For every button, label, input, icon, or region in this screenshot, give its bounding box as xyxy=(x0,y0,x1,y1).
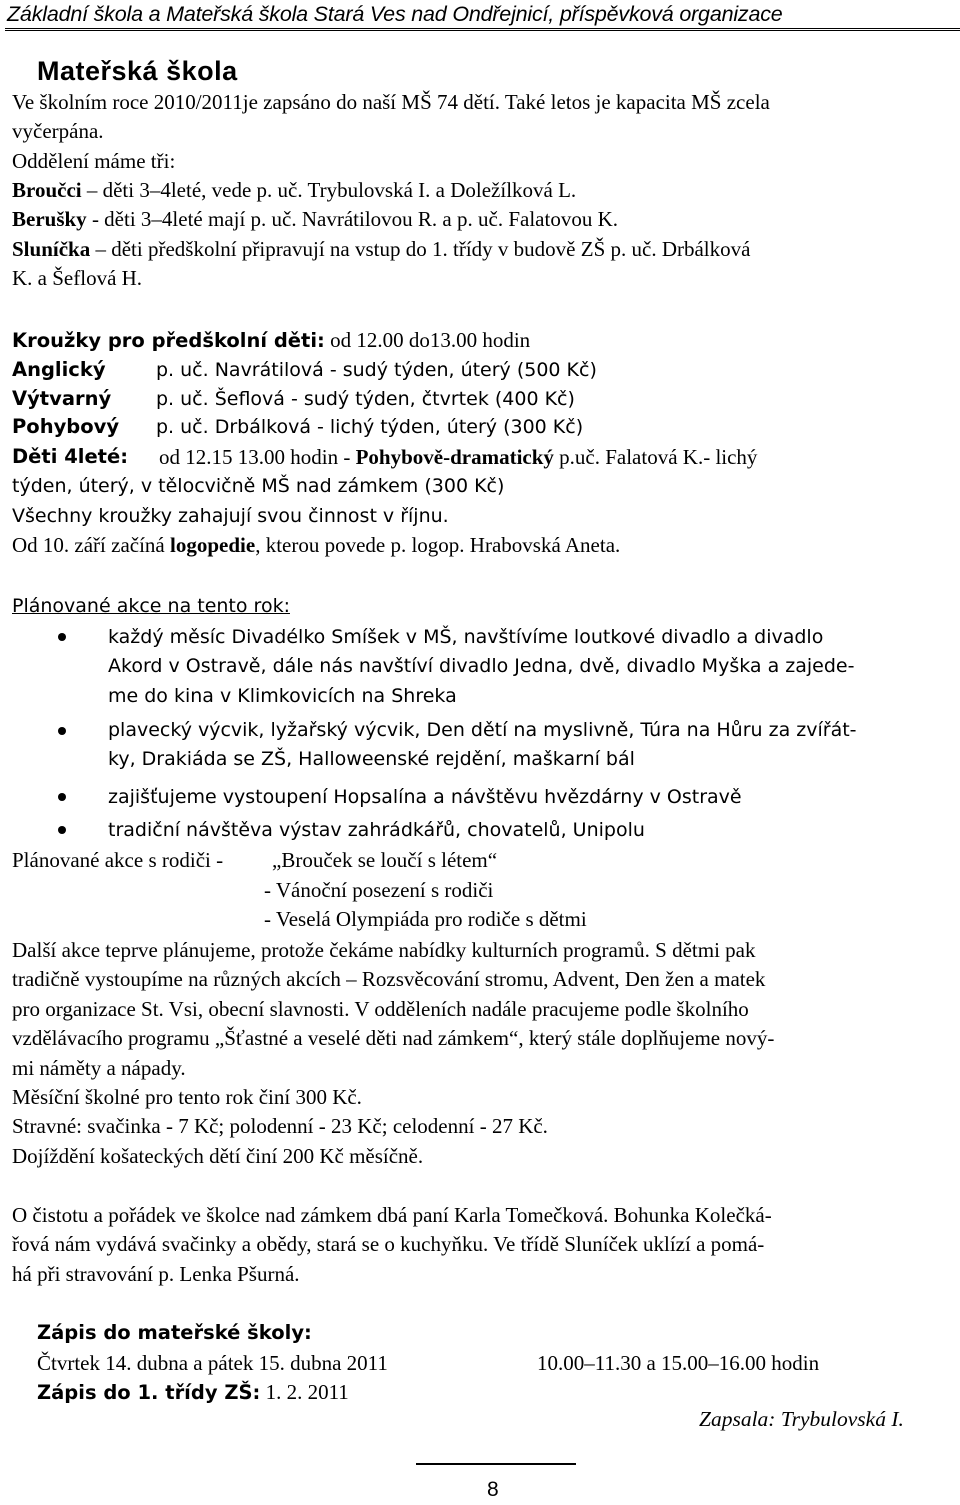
department-line xyxy=(12,206,618,232)
department-text: K. a Šeflová H. xyxy=(12,266,143,290)
kids4-label: Děti 4leté: xyxy=(12,445,129,468)
paragraph-line: vzdělávacího programu „Šťastné a veselé děti nad zámkem“, který stále doplňujeme nový- xyxy=(12,1026,775,1050)
planned-heading: Plánované akce na tento rok: xyxy=(12,595,290,617)
planned-bullet-line: Akord v Ostravě, dále nás navštíví divadlo Jedna, dvě, divadlo Myška a zajede- xyxy=(108,655,855,677)
clubs-heading-time: od 12.00 do13.00 hodin xyxy=(324,328,531,352)
department-name: Sluníčka xyxy=(12,237,91,261)
department-text: - děti 3–4leté mají p. uč. Navrátilovou R. a p. uč. Falatovou K. xyxy=(86,207,618,231)
club-name: Anglický xyxy=(12,358,106,381)
paragraph-line: Další akce teprve plánujeme, protože čekáme nabídky kulturních programů. S dětmi pak xyxy=(12,938,756,962)
parents-item: - Vánoční posezení s rodiči xyxy=(264,878,494,902)
club-row xyxy=(12,385,111,412)
club-name: Pohybový xyxy=(12,415,120,438)
paragraph-line: mi náměty a nápady. xyxy=(12,1056,186,1080)
department-name: Broučci xyxy=(12,178,82,202)
speech-therapy-line xyxy=(12,532,620,558)
fee-line: Dojíždění košateckých dětí činí 200 Kč měsíčně. xyxy=(12,1144,424,1168)
department-line xyxy=(12,265,142,291)
parents-item: „Brouček se loučí s létem“ xyxy=(272,848,498,872)
department-text: – děti 3–4leté, vede p. uč. Trybulovská I. a Doležílková L. xyxy=(81,178,577,202)
kids4-line xyxy=(159,444,757,470)
clubs-start-note: Všechny kroužky zahajují svou činnost v říjnu. xyxy=(12,505,449,527)
department-line xyxy=(12,236,750,262)
header-divider xyxy=(5,28,960,31)
page-header: Základní škola a Mateřská škola Stará Ves nad Ondřejnicí, příspěvková organizace xyxy=(7,2,783,26)
planned-bullet-line: me do kina v Klimkovicích na Shreka xyxy=(108,685,457,707)
zs-enrollment-date: 1. 2. 2011 xyxy=(260,1380,349,1404)
page-title: Mateřská škola xyxy=(37,56,238,86)
intro-line: Oddělení máme tři: xyxy=(12,149,176,173)
kids4-label-line xyxy=(12,443,128,470)
planned-bullet-line: plavecký výcvik, lyžařský výcvik, Den dětí na myslivně, Túra na Hůru za zvířát- xyxy=(108,719,857,741)
kids4-time: od 12.15 13.00 hodin - xyxy=(159,445,356,469)
kids4-club: Pohybově-dramatický xyxy=(355,445,554,469)
club-detail: p. uč. Drbálková - lichý týden, úterý (300 Kč) xyxy=(156,416,584,438)
bullet-dot xyxy=(58,826,66,834)
staff-line: há při stravování p. Lenka Pšurná. xyxy=(12,1262,300,1286)
bullet-dot xyxy=(58,633,66,641)
planned-bullet-line: tradiční návštěva výstav zahrádkářů, chovatelů, Unipolu xyxy=(108,819,645,841)
planned-bullet-line: ky, Drakiáda se ZŠ, Halloweenské rejdění, maškarní bál xyxy=(108,748,635,770)
clubs-heading xyxy=(12,327,530,354)
kids4-line-2: týden, úterý, v tělocvičně MŠ nad zámkem (300 Kč) xyxy=(12,475,505,497)
signature: Zapsala: Trybulovská I. xyxy=(699,1407,904,1431)
department-text: – děti předškolní připravují na vstup do 1. třídy v budově ZŠ p. uč. Drbálková xyxy=(90,237,751,261)
paragraph-line: pro organizace St. Vsi, obecní slavnosti. V odděleních nadále pracujeme podle školního xyxy=(12,997,749,1021)
bullet-dot xyxy=(58,793,66,801)
clubs-heading-label: Kroužky pro předškolní děti: xyxy=(12,329,325,352)
footer-divider xyxy=(416,1463,576,1465)
bullet-dot xyxy=(58,727,66,735)
planned-bullet-line: zajišťujeme vystoupení Hopsalína a návštěvu hvězdárny v Ostravě xyxy=(108,786,742,808)
club-row xyxy=(12,413,119,440)
page-number: 8 xyxy=(487,1478,499,1501)
kids4-rest: p.uč. Falatová K.- lichý xyxy=(553,445,758,469)
intro-line: vyčerpána. xyxy=(12,119,104,143)
club-name: Výtvarný xyxy=(12,387,112,410)
club-detail: p. uč. Šeflová - sudý týden, čtvrtek (400 Kč) xyxy=(156,388,575,410)
fee-line: Stravné: svačinka - 7 Kč; polodenní - 23 Kč; celodenní - 27 Kč. xyxy=(12,1114,548,1138)
speech-therapy-suffix: , kterou povede p. logop. Hrabovská Aneta. xyxy=(255,533,621,557)
intro-line: Ve školním roce 2010/2011je zapsáno do naší MŠ 74 dětí. Také letos je kapacita MŠ zcela xyxy=(12,90,770,114)
enrollment-date: Čtvrtek 14. dubna a pátek 15. dubna 2011 xyxy=(37,1351,388,1375)
zs-enrollment-label: Zápis do 1. třídy ZŠ: xyxy=(37,1381,261,1404)
staff-line: O čistotu a pořádek ve školce nad zámkem dbá paní Karla Tomečková. Bohunka Kolečká- xyxy=(12,1203,772,1227)
speech-therapy-prefix: Od 10. září začíná xyxy=(12,533,171,557)
parents-item: - Veselá Olympiáda pro rodiče s dětmi xyxy=(264,907,587,931)
paragraph-line: tradičně vystoupíme na různých akcích – Rozsvěcování stromu, Advent, Den žen a matek xyxy=(12,967,766,991)
planned-bullet-line: každý měsíc Divadélko Smíšek v MŠ, navštívíme loutkové divadlo a divadlo xyxy=(108,626,824,648)
club-row xyxy=(12,356,106,383)
parents-label: Plánované akce s rodiči - xyxy=(12,848,224,872)
department-name: Berušky xyxy=(12,207,87,231)
department-line xyxy=(12,177,576,203)
zs-enrollment-line xyxy=(37,1379,349,1406)
enrollment-heading: Zápis do mateřské školy: xyxy=(37,1321,312,1344)
speech-therapy-bold: logopedie xyxy=(170,533,256,557)
enrollment-hours: 10.00–11.30 a 15.00–16.00 hodin xyxy=(537,1351,820,1375)
club-detail: p. uč. Navrátilová - sudý týden, úterý (500 Kč) xyxy=(156,359,597,381)
fee-line: Měsíční školné pro tento rok činí 300 Kč. xyxy=(12,1085,362,1109)
staff-line: řová nám vydává svačinky a obědy, stará se o kuchyňku. Ve třídě Sluníček uklízí a pomá- xyxy=(12,1232,765,1256)
